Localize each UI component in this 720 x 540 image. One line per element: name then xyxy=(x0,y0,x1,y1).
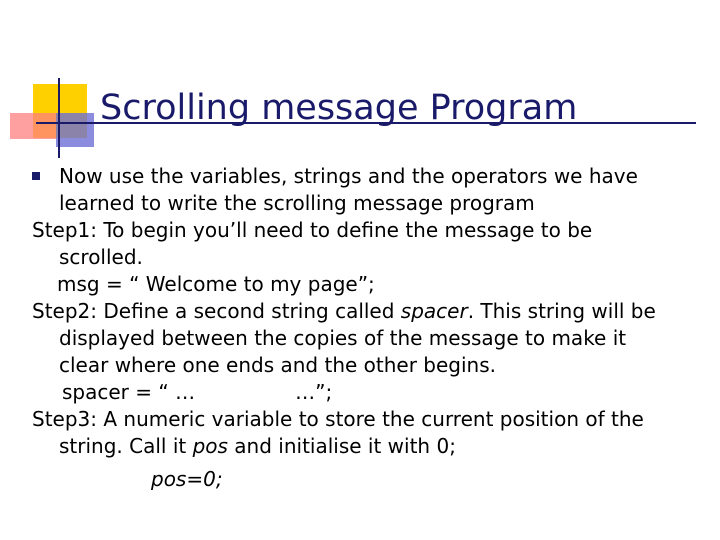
step3-line-2 xyxy=(32,433,702,460)
step2-text-a: Step2: Define a second string called xyxy=(32,299,401,323)
slide-title: Scrolling message Program xyxy=(100,88,578,128)
decor-vertical-line xyxy=(58,78,60,158)
spacer-code-b: …”; xyxy=(295,380,333,404)
decor-red-block xyxy=(10,113,56,139)
bullet-text-line-1: Now use the variables, strings and the operators we have xyxy=(59,164,638,188)
step3-text-a: string. Call it xyxy=(59,434,193,458)
pos-code-line: pos=0; xyxy=(151,467,223,491)
decor-blue-block xyxy=(56,113,94,147)
slide-body xyxy=(32,163,702,493)
step3-line-1: Step3: A numeric variable to store the current position of the xyxy=(32,407,644,431)
spacer-code-a: spacer = “ … xyxy=(62,380,196,404)
bullet-square-icon xyxy=(32,172,40,180)
bullet-text-line-2: learned to write the scrolling message program xyxy=(59,191,535,215)
step2-text-b: . This string will be xyxy=(467,299,656,323)
step2-line-2: displayed between the copies of the message to make it xyxy=(59,326,627,350)
step3-text-b: and initialise it with 0; xyxy=(227,434,456,458)
msg-code-line: msg = “ Welcome to my page”; xyxy=(57,272,375,296)
spacer-code-line xyxy=(32,379,702,406)
step3-italic-pos: pos xyxy=(192,434,228,458)
step2-line-1 xyxy=(32,298,702,325)
step2-italic-spacer: spacer xyxy=(400,299,468,323)
step1-line-1: Step1: To begin you’ll need to define the message to be xyxy=(32,218,593,242)
step1-line-2: scrolled. xyxy=(59,245,143,269)
step2-line-3: clear where one ends and the other begins. xyxy=(59,353,497,377)
